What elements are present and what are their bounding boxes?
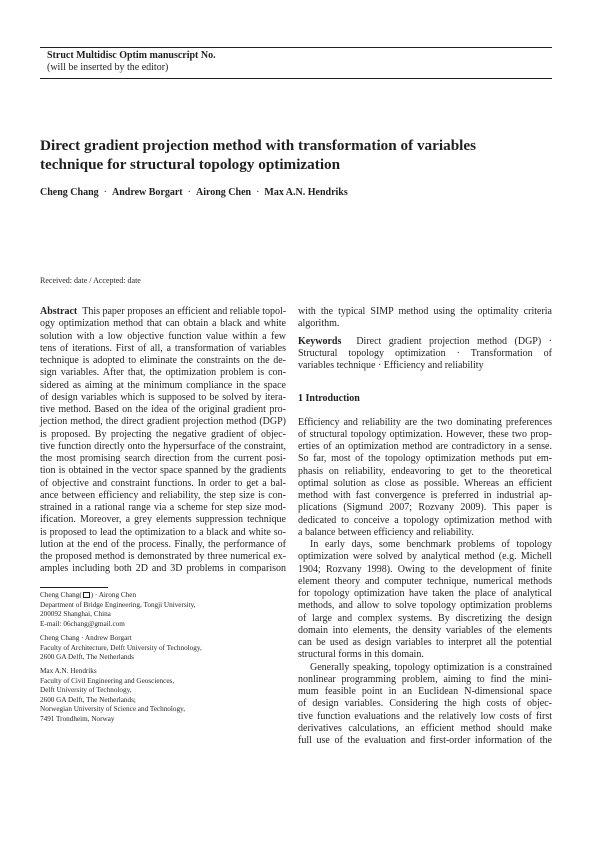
section-heading: 1 Introduction	[298, 393, 360, 405]
keywords-line: variables technique · Efficiency and reliability	[298, 360, 484, 371]
intro-line: 1904; Rozvany 1998). Owing to the development of finite	[298, 563, 552, 575]
affiliation-line: Delft University of Technology,	[40, 686, 132, 694]
intro-line: optimization were solved by analytical method (e.g. Michell	[298, 551, 552, 563]
received-date: Received: date / Accepted: date	[40, 276, 141, 285]
abstract-line: ance between efficiency and reliability, the step size is con-	[40, 489, 286, 501]
keywords-line	[298, 336, 552, 348]
intro-line: phasis on reliability, endeavoring to get to the theoretical	[298, 465, 552, 477]
author-name: Max A.N. Hendriks	[264, 187, 348, 198]
intro-line: domain into elements, the density variables of the elements	[298, 624, 552, 636]
abstract-line: lution at the end of the process. Finally, the performance of	[40, 538, 286, 550]
intro-line: dedicated to conceive a topology optimization method with	[298, 514, 552, 526]
abstract-line: tens of iterations. First of all, a transformation of variables	[40, 342, 286, 354]
author-separator: ·	[103, 187, 107, 198]
intro-line: can be used as design variables to interpret all the potential	[298, 637, 552, 648]
intro-line: of large and complex systems. By discretizing the design	[298, 612, 552, 624]
intro-line: erties of an optimization method are contradictory in a sense.	[298, 441, 552, 452]
keywords-line: Structural topology optimization · Transformation of	[298, 347, 552, 359]
abstract-line: technique is adopted to eliminate the constraints on the de-	[40, 355, 286, 366]
title-line: technique for structural topology optimization	[40, 156, 341, 173]
intro-line: method with fast convergence is preferred in industrial ap-	[298, 490, 552, 501]
abstract-line: solution with a low objective function value within a few	[40, 330, 286, 342]
abstract-first-text: This paper proposes an efficient and reliable topol-	[82, 306, 287, 317]
intro-line: mum feasible point in an Euclidean N-dimensional space	[298, 686, 552, 697]
intro-line: Generally speaking, topology optimization is a constrained	[310, 661, 552, 673]
affiliation-line: 7491 Trondheim, Norway	[40, 714, 115, 723]
affiliation-line: Cheng Chang · Andrew Borgart	[40, 634, 132, 642]
affiliation-line: Norwegian University of Science and Technology,	[40, 705, 186, 713]
paper-title	[40, 136, 560, 174]
intro-line: of structural topology optimization. However, these two prop-	[298, 428, 552, 440]
affiliation-line: Department of Bridge Engineering, Tongji University,	[40, 600, 196, 609]
affiliation-block	[40, 667, 286, 724]
intro-line: element theory and computer technique, numerical methods	[298, 575, 552, 587]
intro-line: Efficiency and reliability are the two dominating preferences	[298, 416, 552, 428]
intro-line: for topology optimization have taken the place of analytical	[298, 588, 552, 599]
abstract-line: tive function directly onto the hypersurface of the constraint,	[40, 440, 286, 452]
author-list	[40, 187, 348, 198]
abstract-label: Abstract	[40, 306, 78, 317]
intro-line: So far, most of the topology optimization methods put em-	[298, 453, 552, 465]
intro-line: a balance between efficiency and reliability.	[298, 526, 474, 538]
editor-note: (will be inserted by the editor)	[47, 62, 169, 73]
abstract-continuation-line: algorithm.	[298, 318, 340, 330]
affiliation-block	[40, 591, 286, 629]
intro-line: of design variables. Considering the high costs of objec-	[298, 698, 552, 710]
abstract-continuation-line: with the typical SIMP method using the optimality criteria	[298, 306, 552, 317]
intro-line: tive function evaluations and the relatively low costs of first	[298, 710, 552, 722]
abstract-line	[40, 306, 286, 318]
author-separator: ·	[256, 187, 260, 198]
affiliation-block	[40, 634, 286, 663]
abstract-line: tion is obtained in the vector space spanned by the gradients	[40, 465, 286, 477]
abstract-line: the proposed method is demonstrated by three numerical ex-	[40, 551, 286, 562]
title-line: Direct gradient projection method with transformation of variables	[40, 137, 477, 154]
abstract-line: jection method, the direct gradient projection method (DGP)	[40, 416, 286, 428]
abstract-line: of design variables which is supposed to be solved by itera-	[40, 391, 286, 403]
affiliation-line: 200092 Shanghai, China	[40, 610, 111, 618]
abstract-line: sidered as aiming at the minimum compliance in the space	[40, 379, 286, 391]
intro-line: structural forms in this domain.	[298, 649, 424, 661]
envelope-icon	[83, 592, 90, 598]
abstract-line: is proposed. By projecting the negative gradient of objec-	[40, 428, 286, 440]
abstract-line: amples including both 2D and 3D problems in comparison	[40, 563, 286, 575]
author-name: Cheng Chang	[40, 187, 99, 198]
affiliation-line: Faculty of Architecture, Delft University of Technology,	[40, 643, 202, 652]
intro-line: plications (Sigmund 2007; Rozvany 2009). This paper is	[298, 502, 552, 514]
abstract-line: is proposed to lead the optimization to a black and white so-	[40, 526, 286, 538]
keywords-label: Keywords	[298, 335, 342, 347]
author-name: Airong Chen	[195, 187, 252, 198]
author-name: Andrew Borgart	[111, 187, 183, 198]
intro-line: full use of the evaluation and first-order information of the	[298, 735, 552, 746]
abstract-line: ogy optimization method that can obtain a black and white	[40, 318, 286, 330]
intro-line: optimal solution as close as possible. Whereas an efficient	[298, 477, 552, 489]
right-column	[298, 306, 552, 747]
author-separator: ·	[187, 187, 191, 198]
intro-line: methods, and allow to solve topology optimization problems	[298, 600, 552, 612]
affiliation-names: Cheng Chang( ) · Airong Chen	[40, 591, 137, 599]
abstract-line: the most promising search direction from the current posi-	[40, 453, 286, 464]
intro-line: nonlinear programming problem, aiming to find the mini-	[298, 673, 552, 685]
abstract-line: sign variables. After that, the optimization problem is con-	[40, 367, 286, 379]
abstract-line: of objective and constraint functions. In order to get a bal-	[40, 477, 286, 489]
keywords-first-text: Direct gradient projection method (DGP) ·	[356, 335, 553, 347]
intro-line: derivatives calculations, an efficient method should make	[298, 722, 552, 734]
abstract-line: tive method. Based on the idea of the original gradient pro-	[40, 404, 286, 415]
manuscript-header	[40, 47, 552, 79]
affiliation-line: Faculty of Civil Engineering and Geosciences,	[40, 676, 175, 685]
email-line: E-mail: 06chang@gmail.com	[40, 619, 125, 628]
affiliation-line: Max A.N. Hendriks	[40, 667, 97, 675]
abstract-line: ification. Moreover, a grey elements suppression technique	[40, 514, 286, 526]
abstract-line: strained in a rational range via a scheme for step size mod-	[40, 502, 286, 513]
footnote-rule	[40, 587, 108, 588]
journal-name: Struct Multidisc Optim manuscript No.	[47, 50, 216, 61]
affiliation-line: 2600 GA Delft, The Netherlands	[40, 653, 134, 661]
intro-line: In early days, some benchmark problems of topology	[310, 539, 552, 550]
affiliation-line: 2600 GA Delft, The Netherlands;	[40, 695, 136, 704]
abstract-column	[40, 306, 286, 576]
